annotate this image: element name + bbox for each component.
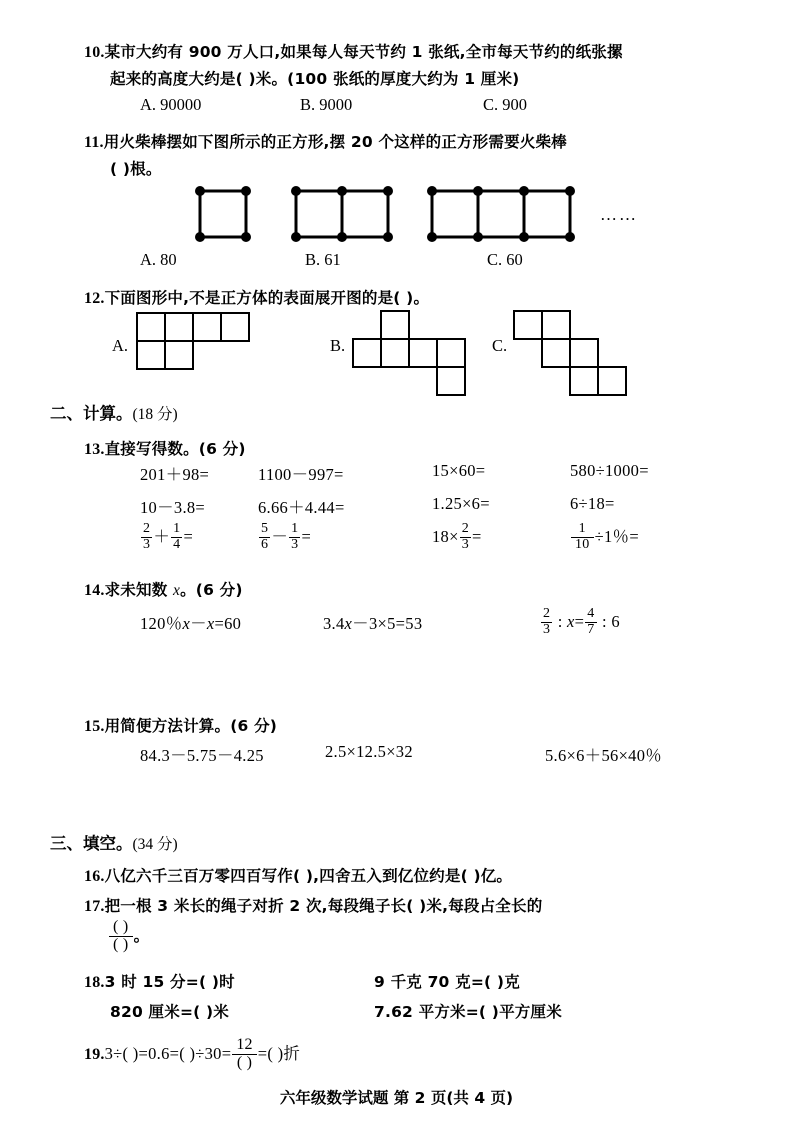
q14-item-2: 3.4x－3×5=53 [323, 614, 423, 633]
q15-item-3: 5.6×6＋56×40％ [545, 746, 663, 765]
question-10-line1 [84, 38, 623, 66]
question-14-number: 14. [84, 582, 105, 599]
question-18-row1 [84, 968, 235, 996]
question-17-line1 [84, 892, 542, 920]
q18-item-4[interactable]: 7.62 平方米=( )平方厘米 [374, 1003, 562, 1021]
q13-item-2: 1100－997= [258, 465, 344, 484]
fraction-one-quarter: $\frac{1}{4}$ [173, 521, 181, 552]
page-footer: 六年级数学试题 第 2 页(共 4 页) [279, 1089, 514, 1107]
q18-item-2-wrap [374, 968, 520, 996]
question-14-title: 求未知数 x。(6 分) [104, 581, 243, 599]
question-16-text: 八亿六千三百万零四百写作( ),四舍五入到亿位约是( )亿。 [104, 867, 513, 885]
q13-item-12: $\frac{1}{10}$ ÷1％= [570, 523, 639, 553]
q13-item-3: 15×60= [432, 461, 486, 480]
q14-item-1: 120％x－x=60 [140, 614, 242, 633]
q18-item-3-wrap [110, 998, 229, 1026]
question-10-option-c[interactable]: C. 900 [483, 95, 528, 114]
fraction-two-thirds: $\frac{2}{3}$ [143, 521, 151, 552]
q18-item-1[interactable]: 3 时 15 分=( )时 [104, 973, 235, 991]
question-12-text-line1: 下面图形中,不是正方体的表面展开图的是( )。 [104, 289, 430, 307]
question-10-line2 [110, 65, 519, 93]
question-19-row [84, 1038, 300, 1073]
q13-item-10: $\frac{5}{6}$ － $\frac{1}{3}$ = [261, 521, 312, 552]
question-11-option-a[interactable]: A. 80 [140, 250, 177, 269]
q13-item-8: 6÷18= [570, 494, 615, 513]
q18-item-3[interactable]: 820 厘米=( )米 [110, 1003, 230, 1021]
question-11-line1 [84, 128, 567, 156]
question-17-answer-fraction [108, 920, 149, 955]
question-10-text-line1: 某市大约有 900 万人口,如果每人每天节约 1 张纸,全市每天节约的纸张摞 [104, 43, 623, 61]
fraction-numerator-blank[interactable]: ( ) [113, 918, 129, 935]
q19-suffix[interactable]: =( )折 [257, 1044, 301, 1064]
q13-item-9: $\frac{2}{3}$ ＋ $\frac{1}{4}$ = [143, 521, 194, 552]
q13-item-5: 10－3.8= [140, 498, 206, 517]
q13-item-6: 6.66＋4.44= [258, 498, 345, 517]
question-10-option-b[interactable]: B. 9000 [300, 95, 353, 114]
question-13-title: 直接写得数。(6 分) [104, 440, 246, 458]
q13-item-1: 201＋98= [140, 465, 210, 484]
question-12-option-b-label: B. [330, 336, 346, 355]
question-11-line2 [110, 155, 162, 183]
question-13-number: 13. [84, 441, 105, 458]
q15-item-1: 84.3－5.75－4.25 [140, 746, 264, 765]
question-11-ellipsis: …… [600, 205, 638, 224]
q19-fraction[interactable] [232, 1037, 256, 1072]
question-10-option-a[interactable]: A. 90000 [140, 95, 202, 114]
section-two-heading [50, 400, 178, 424]
fraction-four-sevenths: $\frac{4}{7}$ [587, 606, 595, 637]
fraction-five-sixths: $\frac{5}{6}$ [261, 521, 269, 552]
matchstick-figure-1-square [192, 183, 254, 245]
q18-item-4-wrap [374, 998, 562, 1026]
fraction-two-thirds-3: $\frac{2}{3}$ [543, 606, 551, 637]
q15-item-2: 2.5×12.5×32 [325, 742, 413, 761]
fraction-one-third: $\frac{1}{3}$ [291, 521, 299, 552]
question-12-number: 12. [84, 290, 105, 307]
fraction-blank-over-blank[interactable] [109, 919, 133, 954]
question-15-title: 用简便方法计算。(6 分) [104, 717, 278, 735]
section-two-points: (18 分) [132, 406, 178, 423]
question-11-number: 11. [84, 134, 104, 151]
section-three-heading [50, 830, 178, 854]
q19-fraction-numerator: 12 [236, 1036, 253, 1053]
question-11-text-line2: ( )根。 [110, 160, 162, 178]
question-11-option-b[interactable]: B. 61 [305, 250, 341, 269]
question-15-number: 15. [84, 718, 105, 735]
fraction-denominator-blank[interactable]: ( ) [109, 936, 133, 954]
q19-prefix[interactable]: 3÷( )=0.6=( )÷30= [104, 1044, 232, 1064]
question-10-number: 10. [84, 44, 105, 61]
question-16-line1 [84, 862, 512, 890]
fraction-two-thirds-2: $\frac{2}{3}$ [461, 521, 470, 552]
matchstick-figure-3-squares [424, 183, 578, 245]
q14-item-3: $\frac{2}{3}$ : x= $\frac{4}{7}$ : 6 [543, 606, 620, 637]
question-18-number: 18. [84, 974, 105, 991]
q19-fraction-denominator[interactable]: ( ) [232, 1054, 256, 1072]
cube-net-c[interactable] [513, 310, 633, 400]
question-10-text-line2: 起来的高度大约是( )米。(100 张纸的厚度大约为 1 厘米) [110, 70, 520, 88]
q13-item-11: 18× $\frac{2}{3}$ = [432, 521, 482, 552]
q18-item-2[interactable]: 9 千克 70 克=( )克 [374, 973, 520, 991]
question-17-period: 。 [133, 927, 150, 946]
cube-net-a[interactable] [136, 312, 252, 374]
question-11-text-line1: 用火柴棒摆如下图所示的正方形,摆 20 个这样的正方形需要火柴棒 [103, 133, 567, 151]
section-two-label: 二、计算。 [50, 404, 133, 423]
question-14-heading [84, 576, 243, 604]
q13-item-7: 1.25×6= [432, 494, 490, 513]
question-16-number: 16. [84, 868, 105, 885]
fraction-one-tenth: $\frac{1}{10}$ [571, 522, 594, 552]
question-12-line1 [84, 284, 429, 312]
question-12-option-a-label: A. [112, 336, 129, 355]
question-12-option-c-label: C. [492, 336, 508, 355]
question-19-number: 19. [84, 1046, 105, 1064]
section-three-label: 三、填空。 [50, 834, 133, 853]
question-11-option-c[interactable]: C. 60 [487, 250, 523, 269]
question-13-heading [84, 435, 246, 463]
q13-item-4: 580÷1000= [570, 461, 649, 480]
question-17-text: 把一根 3 米长的绳子对折 2 次,每段绳子长( )米,每段占全长的 [104, 897, 543, 915]
section-three-points: (34 分) [132, 836, 178, 853]
question-15-heading [84, 712, 277, 740]
question-17-number: 17. [84, 898, 105, 915]
matchstick-figure-2-squares [288, 183, 396, 245]
cube-net-b[interactable] [352, 310, 472, 400]
